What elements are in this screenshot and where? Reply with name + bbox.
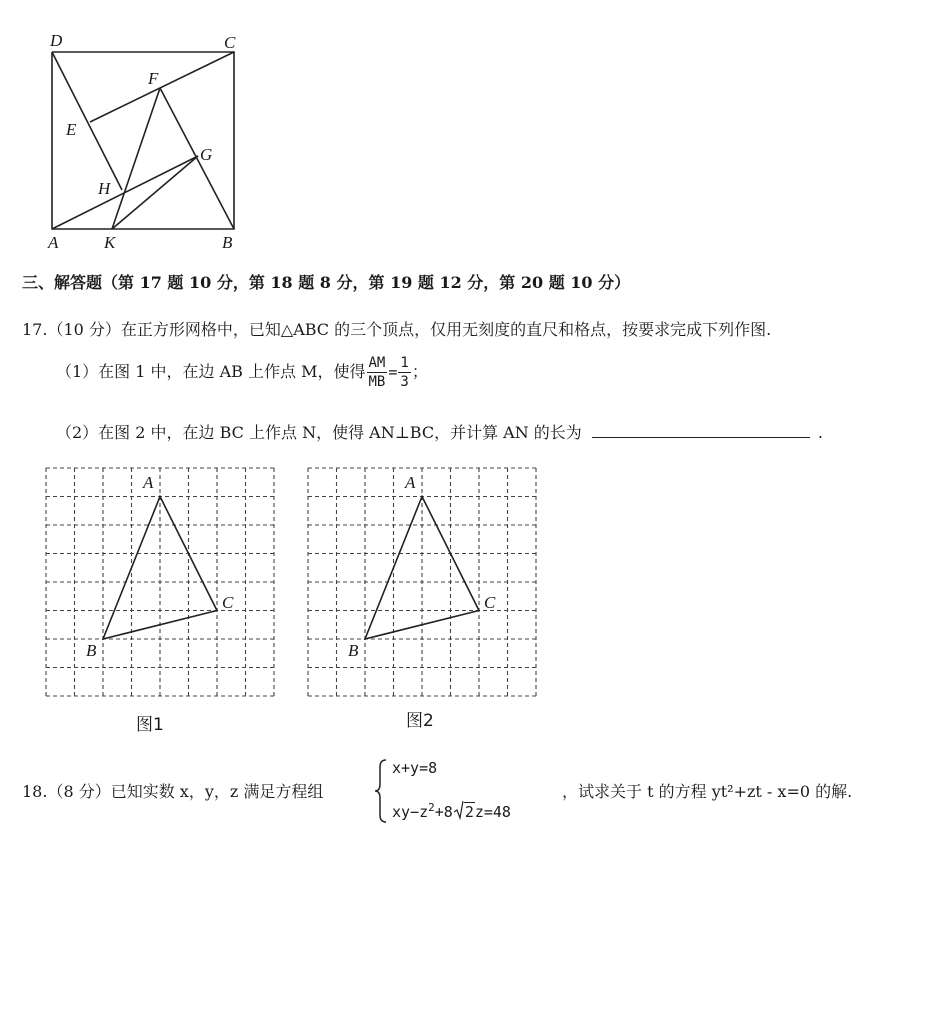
square-figure (0, 0, 300, 260)
label-H: H (98, 179, 111, 198)
label-A: A (48, 233, 59, 252)
figure-2-caption: 图2 (406, 711, 434, 731)
fig2-label-A: A (405, 473, 416, 492)
ratio-numerator: AM (368, 355, 386, 371)
fig1-label-A: A (143, 473, 154, 492)
label-D: D (50, 31, 63, 50)
label-C: C (224, 33, 236, 52)
one-third-numerator: 1 (400, 355, 409, 371)
grid-figure-2 (302, 462, 547, 702)
answer-blank[interactable] (592, 421, 810, 438)
eq2-exponent: 2 (428, 801, 435, 814)
label-G: G (200, 145, 213, 164)
grid-figure-1 (40, 462, 285, 702)
segment-DH (52, 52, 122, 190)
grid-lines (46, 468, 274, 696)
one-third-denominator: 3 (400, 374, 409, 390)
grid-lines (308, 468, 536, 696)
ratio-one-third (398, 356, 410, 389)
eq2-part-a: xy−z (392, 803, 429, 821)
q18-suffix: ，试求关于 t 的方程 yt²+zt - x=0 的解. (562, 782, 853, 801)
q17-stem: 17.（10 分）在正方形网格中，已知△ABC 的三个顶点，仅用无刻度的直尺和格点，按要求完成下列作图. (22, 320, 772, 339)
eq2-part-b: +8 (434, 803, 453, 821)
fig1-label-C: C (222, 593, 234, 612)
fig2-label-B: B (348, 641, 359, 660)
q18-prefix: 18.（8 分）已知实数 x，y，z 满足方程组 (22, 782, 324, 801)
label-B: B (222, 233, 233, 252)
label-K: K (104, 233, 116, 252)
sqrt-symbol (454, 803, 475, 821)
equation-system-brace (373, 758, 389, 824)
section-heading: 三、解答题（第 17 题 10 分，第 18 题 8 分，第 19 题 12 分，第 20 题 10 分） (22, 273, 631, 292)
q17-part1 (56, 356, 428, 389)
figure-1-caption: 图1 (136, 715, 164, 735)
fig1-label-B: B (86, 641, 97, 660)
sqrt-radicand: 2 (464, 803, 474, 821)
equation-2 (392, 801, 511, 821)
segment-EC (90, 52, 234, 122)
segment-FB (160, 88, 234, 229)
ratio-denominator: MB (368, 374, 386, 390)
q17-part2 (56, 420, 823, 443)
label-F: F (148, 69, 159, 88)
q17-part2-prefix: （2）在图 2 中，在边 BC 上作点 N，使得 AN⊥BC，并计算 AN 的长为 (56, 423, 582, 442)
ratio-am-mb (367, 356, 388, 389)
equation-1: x+y=8 (392, 759, 438, 777)
equals-sign: = (388, 363, 398, 381)
fig2-label-C: C (484, 593, 496, 612)
label-E: E (66, 120, 77, 139)
q17-part2-suffix: . (817, 423, 823, 442)
eq2-part-c: z=48 (474, 803, 511, 821)
q17-part1-prefix: （1）在图 1 中，在边 AB 上作点 M，使得 (56, 362, 366, 381)
q17-part1-suffix: ； (411, 362, 428, 381)
